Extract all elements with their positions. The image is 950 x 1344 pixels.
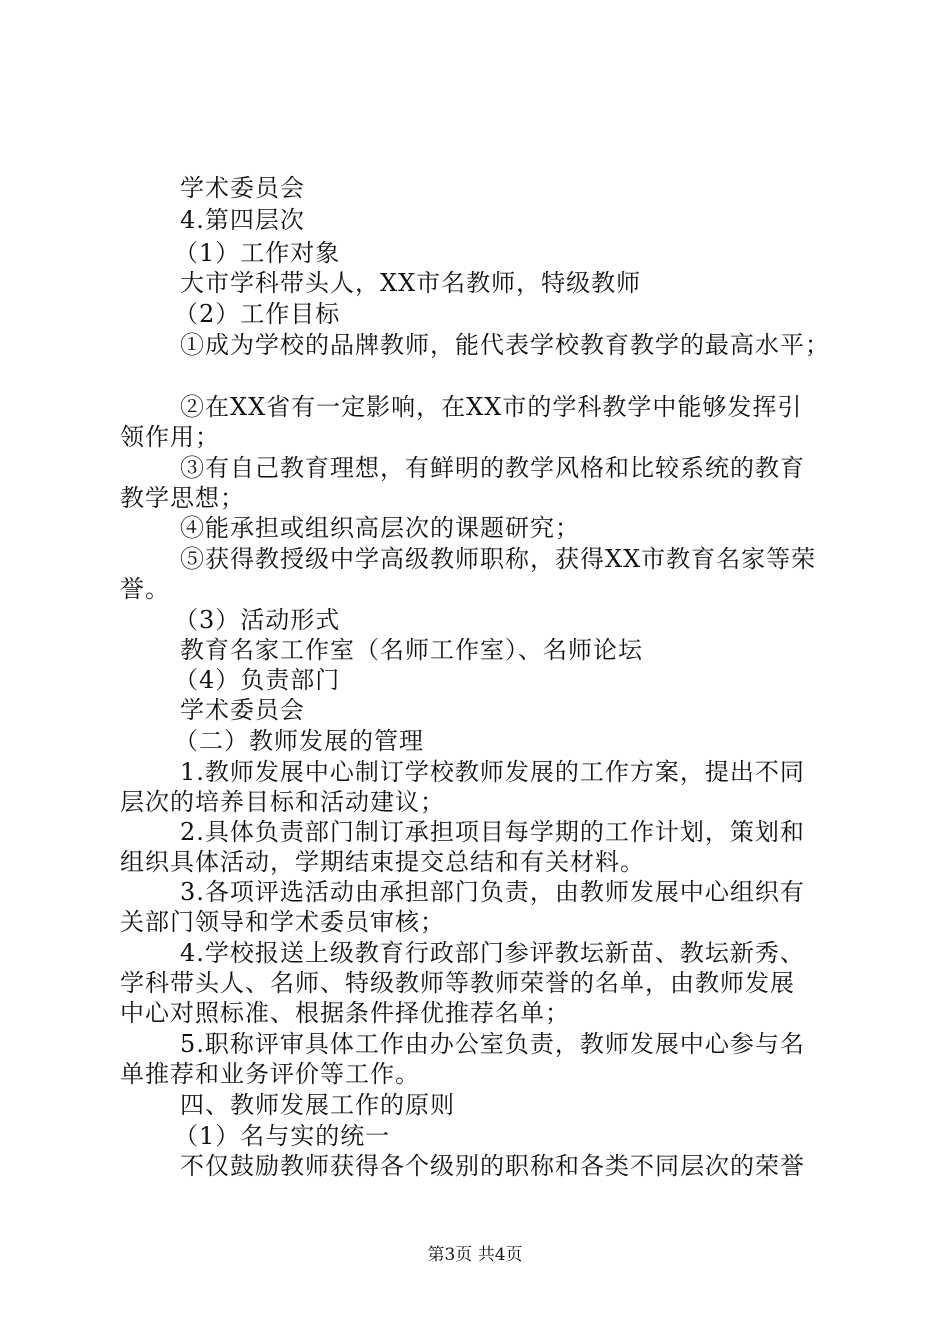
list-item-continuation: 领作用；: [120, 423, 220, 451]
text-line: 教育名家工作室（名师工作室）、名师论坛: [180, 636, 643, 664]
list-item-continuation: 组织具体活动，学期结束提交总结和有关材料。: [120, 848, 645, 876]
text-line: 学术委员会: [180, 174, 305, 202]
list-item-continuation: 学科带头人、名师、特级教师等教师荣誉的名单，由教师发展: [120, 969, 795, 997]
list-item-continuation: 关部门领导和学术委员审核；: [120, 908, 445, 936]
list-item: ①成为学校的品牌教师，能代表学校教育教学的最高水平；: [180, 331, 830, 359]
list-item: ④能承担或组织高层次的课题研究；: [180, 514, 580, 542]
list-item-continuation: 层次的培养目标和活动建议；: [120, 788, 445, 816]
list-item: 3.各项评选活动由承担部门负责，由教师发展中心组织有: [180, 878, 805, 906]
list-item-continuation: 中心对照标准、根据条件择优推荐名单；: [120, 999, 570, 1027]
subsection-heading: （2）工作目标: [174, 300, 341, 328]
list-item-continuation: 单推荐和业务评价等工作。: [120, 1060, 420, 1088]
section-heading: 4.第四层次: [180, 206, 305, 234]
subsection-heading: （1）工作对象: [174, 239, 341, 267]
list-item-continuation: 教学思想；: [120, 484, 245, 512]
section-heading: 四、教师发展工作的原则: [180, 1091, 455, 1119]
list-item: 4.学校报送上级教育行政部门参评教坛新苗、教坛新秀、: [180, 939, 805, 967]
text-line: 不仅鼓励教师获得各个级别的职称和各类不同层次的荣誉: [180, 1152, 805, 1180]
list-item: 1.教师发展中心制订学校教师发展的工作方案，提出不同: [180, 758, 805, 786]
subsection-heading: （3）活动形式: [174, 606, 341, 634]
subsection-heading: （1）名与实的统一: [174, 1122, 391, 1150]
list-item: ②在XX省有一定影响，在XX市的学科教学中能够发挥引: [180, 393, 803, 421]
text-line: 大市学科带头人，XX市名教师，特级教师: [180, 269, 642, 297]
list-item: 2.具体负责部门制订承担项目每学期的工作计划，策划和: [180, 818, 805, 846]
section-heading: （二）教师发展的管理: [174, 727, 424, 755]
list-item: ⑤获得教授级中学高级教师职称，获得XX市教育名家等荣: [180, 545, 817, 573]
text-line: 学术委员会: [180, 696, 305, 724]
list-item: 5.职称评审具体工作由办公室负责，教师发展中心参与名: [180, 1030, 805, 1058]
subsection-heading: （4）负责部门: [174, 666, 341, 694]
page-footer: 第3页 共4页: [427, 1245, 523, 1265]
list-item: ③有自己教育理想，有鲜明的教学风格和比较系统的教育: [180, 454, 805, 482]
list-item-continuation: 誉。: [120, 575, 170, 603]
